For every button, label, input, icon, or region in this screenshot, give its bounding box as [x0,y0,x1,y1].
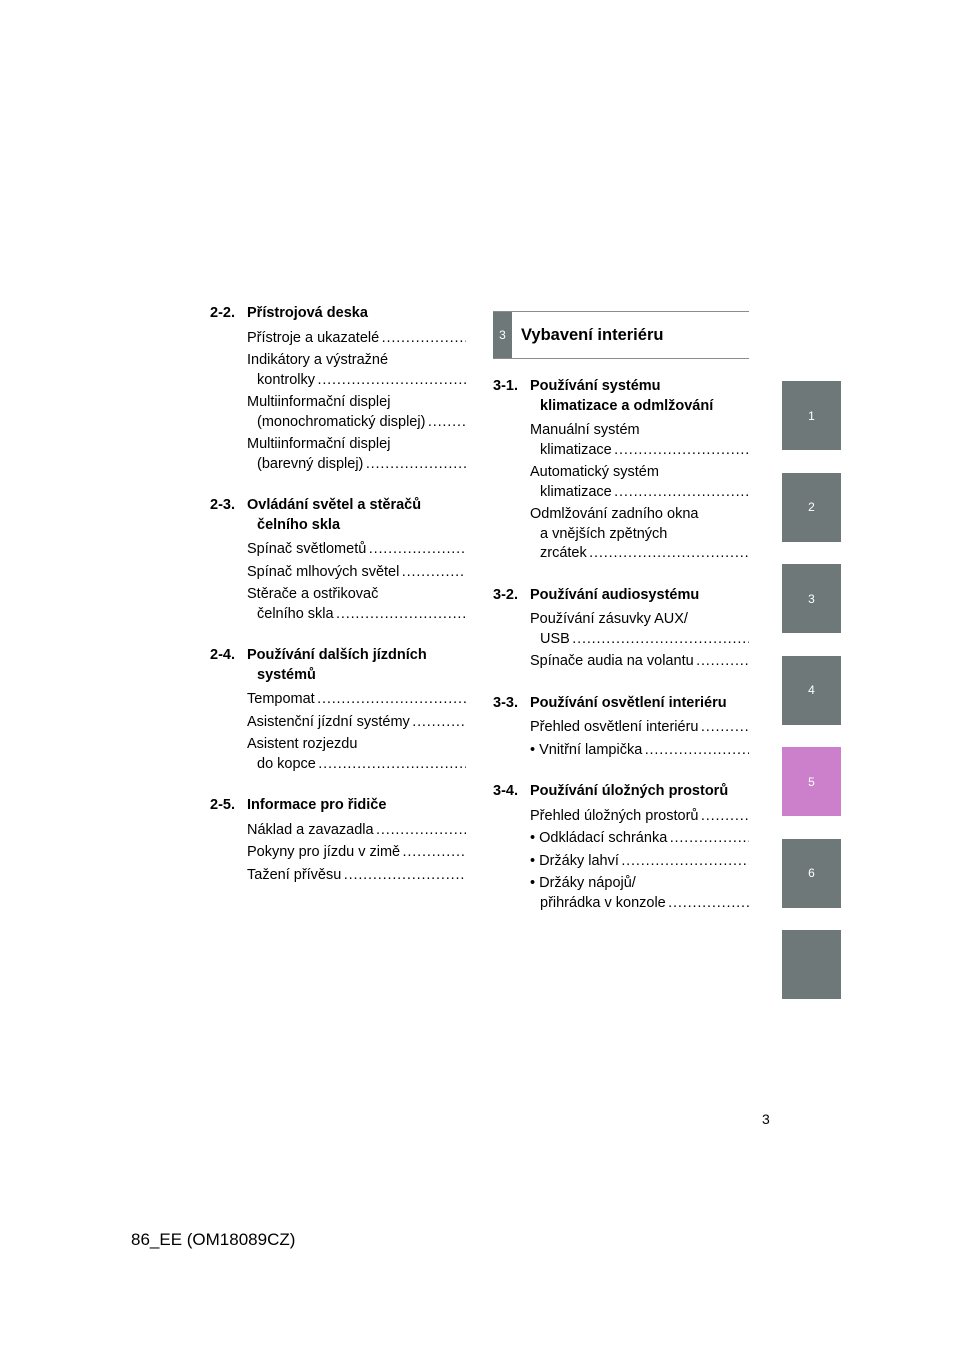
chapter-tab-4[interactable]: 4 [782,656,841,725]
dot-leader [341,867,466,883]
section-title [247,646,466,685]
section-number: 3-4. [493,783,518,799]
entry-text: do kopce [257,755,316,772]
toc-column-left [210,304,466,907]
toc-entry[interactable] [530,421,749,460]
section-title [530,586,749,606]
dot-leader [366,541,466,557]
entry-text: Tempomat [247,691,315,707]
section-heading [210,646,466,685]
chapter-tab-index[interactable] [782,930,841,999]
dot-leader [334,606,466,622]
entry-text: • Odkládací schránka [530,830,668,846]
section-heading [210,796,466,816]
toc-section [210,796,466,885]
dot-leader [642,742,749,758]
entry-text: Asistenční jízdní systémy [247,713,410,730]
dot-leader [399,564,466,580]
entry-text: Přehled osvětlení interiéru [530,719,699,735]
entry-text: Multiinformační displej [247,394,391,410]
section-title-line: Informace pro řidiče [247,797,387,813]
entry-text: Náklad a zavazadla [247,821,374,838]
dot-leader [374,822,466,838]
entry-text: Stěrače a ostřikovač [247,586,379,602]
toc-entry[interactable] [247,393,466,432]
toc-column-right [493,377,749,935]
entry-text: zrcátek [540,545,587,561]
section-title [247,496,466,535]
toc-entry[interactable] [530,829,749,849]
entry-text: Spínač mlhových světel [247,563,400,580]
toc-entry[interactable] [530,852,749,872]
toc-entry[interactable] [530,610,749,649]
entry-text: Pokyny pro jízdu v zimě [247,844,401,860]
toc-section [210,496,466,624]
chapter-tab-5[interactable]: 5 [782,747,841,816]
toc-entry[interactable] [247,843,466,863]
toc-entry[interactable] [247,713,466,733]
toc-section [493,694,749,761]
section-title-line: Používání osvětlení interiéru [530,694,727,711]
dot-leader [666,895,749,911]
entry-text: čelního skla [257,605,334,622]
section-title-line: Používání audiosystému [530,586,700,603]
toc-entry[interactable] [247,435,466,474]
section-title-line: Používání dalších jízdních [247,647,427,663]
entry-text: Používání zásuvky AUX/ [530,611,688,627]
dot-leader [587,545,749,561]
section-title-line: klimatizace a odmlžování [540,397,714,414]
document-code: 86_EE (OM18089CZ) [131,1230,296,1249]
section-title-line: systémů [257,666,316,683]
entry-text: • Držáky nápojů/ [530,875,636,891]
entry-text: USB [540,630,570,647]
section-number: 3-3. [493,694,518,711]
section-title-line: Přístrojová deska [247,305,368,321]
toc-entry[interactable] [247,563,466,583]
dot-leader [619,853,749,869]
chapter-tab-6[interactable]: 6 [782,839,841,908]
dot-leader [425,414,466,430]
section-heading [493,694,749,714]
toc-entry[interactable] [247,329,466,349]
dot-leader [315,691,466,707]
entry-text: Tažení přívěsu [247,866,342,883]
entry-text: Indikátory a výstražné [247,352,389,368]
page-number: 3 [762,1111,770,1127]
entry-text: (monochromatický displej) [257,413,426,430]
toc-entry[interactable] [530,807,749,827]
toc-entry[interactable] [247,540,466,560]
dot-leader [379,330,466,346]
entry-text: Multiinformační displej [247,436,391,452]
toc-section [493,586,749,672]
chapter-tab-2[interactable]: 2 [782,473,841,542]
toc-entry[interactable] [247,735,466,774]
entry-text: kontrolky [257,371,316,388]
section-title-line: Používání úložných prostorů [530,783,729,799]
entry-text: Spínač světlometů [247,541,367,557]
section-number: 3-2. [493,586,518,603]
section-title [247,304,466,324]
section-number: 2-4. [210,647,235,663]
section-heading [493,586,749,606]
section-title [247,796,466,816]
section-heading [493,377,749,416]
section-title [530,782,749,802]
entry-text: Asistent rozjezdu [247,736,358,752]
dot-leader [612,442,749,458]
toc-entry[interactable] [530,874,749,913]
toc-section [493,377,749,564]
entry-text: Přehled úložných prostorů [530,807,699,824]
entry-text: Přístroje a ukazatelé [247,329,380,346]
toc-entry[interactable] [247,866,466,886]
chapter-title: Vybavení interiéru [521,325,664,344]
toc-section [210,304,466,474]
section-title [530,694,749,714]
entry-text: • Držáky lahví [530,852,619,869]
dot-leader [363,456,466,472]
section-number: 2-2. [210,305,235,321]
toc-entry[interactable] [247,821,466,841]
chapter-header [493,311,749,359]
section-title-line: Ovládání světel a stěračů [247,497,422,513]
entry-text: (barevný displej) [257,455,364,472]
toc-entry[interactable] [530,463,749,502]
toc-entry[interactable] [530,505,749,564]
dot-leader [698,808,749,824]
entry-text: přihrádka v konzole [540,894,666,911]
chapter-tab-3[interactable]: 3 [782,564,841,633]
entry-text: klimatizace [540,441,612,458]
section-heading [493,782,749,802]
toc-section [210,646,466,774]
dot-leader [667,830,749,846]
entry-text: klimatizace [540,483,612,500]
entry-text: Spínače audia na volantu [530,653,694,669]
chapter-tab-1[interactable]: 1 [782,381,841,450]
toc-entry[interactable] [530,652,749,672]
section-number: 2-3. [210,497,235,513]
section-number: 3-1. [493,378,518,394]
dot-leader [410,714,466,730]
toc-entry[interactable] [247,690,466,710]
section-title [530,377,749,416]
toc-entry[interactable] [247,585,466,624]
dot-leader [400,844,466,860]
section-title-line: čelního skla [257,516,341,533]
dot-leader [694,653,749,669]
toc-section [493,782,749,913]
dot-leader [316,756,466,772]
dot-leader [698,719,749,735]
dot-leader [612,484,749,500]
toc-entry[interactable] [247,351,466,390]
entry-text: Manuální systém [530,422,640,438]
entry-text: Odmlžování zadního okna [530,506,699,522]
section-heading [210,496,466,535]
entry-text: a vnějších zpětných [540,525,668,542]
dot-leader [570,631,749,647]
section-title-line: Používání systému [530,378,661,394]
section-number: 2-5. [210,797,235,813]
toc-entry[interactable] [530,718,749,738]
chapter-number-box: 3 [493,312,512,358]
section-heading [210,304,466,324]
dot-leader [315,372,466,388]
entry-text: • Vnitřní lampička [530,741,643,758]
toc-entry[interactable] [530,741,749,761]
entry-text: Automatický systém [530,464,659,480]
